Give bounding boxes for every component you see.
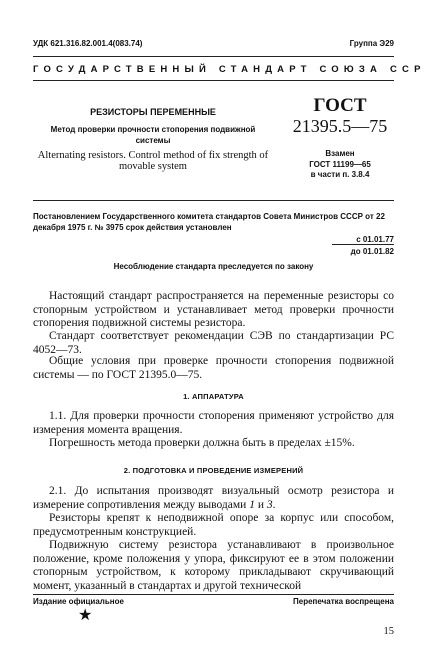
state-standard-banner: ГОСУДАРСТВЕННЫЙ СТАНДАРТ СОЮЗА ССР bbox=[33, 64, 426, 75]
document-title-ru: РЕЗИСТОРЫ ПЕРЕМЕННЫЕ bbox=[90, 107, 216, 117]
gost-label: ГОСТ bbox=[313, 95, 367, 116]
replace-standard: ГОСТ 11199—65 bbox=[309, 159, 371, 169]
replacement-note bbox=[285, 149, 395, 181]
document-title-en: Alternating resistors. Control method of fix strength of movable system bbox=[37, 150, 269, 172]
clause-2-1-mounting: Резисторы крепят к неподвижной опоре за корпус или способом, предусмотренным конструкцией. bbox=[33, 512, 394, 538]
banner-rule bbox=[33, 80, 394, 81]
section-1-heading: 1. АППАРАТУРА bbox=[183, 392, 244, 401]
intro-paragraph-scope: Настоящий стандарт распространяется на переменные резисторы со стопорным устройством и устанавливает метод проверки прочности стопорения подвижной системы резистора. bbox=[33, 290, 394, 330]
decree-text: Постановлением Государственного комитета стандартов Совета Министров СССР от 22 декабря 1975 г. № 3975 срок действия установлен bbox=[33, 212, 385, 232]
effective-to: до 01.01.82 bbox=[350, 247, 394, 256]
terminal-3: 3 bbox=[266, 498, 273, 511]
clause-1-1-error: Погрешность метода проверки должна быть в пределах ±15%. bbox=[49, 437, 355, 449]
intro-paragraph-recommendation: Стандарт соответствует рекомендации СЭВ по стандартизации РС 4052—73. bbox=[33, 330, 394, 356]
section-2-heading: 2. ПОДГОТОВКА И ПРОВЕДЕНИЕ ИЗМЕРЕНИЙ bbox=[123, 466, 304, 475]
reprint-prohibited: Перепечатка воспрещена bbox=[293, 597, 394, 606]
terminal-1: 1 bbox=[249, 498, 255, 511]
legal-notice: Несоблюдение стандарта преследуется по закону bbox=[113, 262, 314, 271]
top-rule bbox=[33, 56, 394, 57]
date-divider bbox=[332, 244, 394, 245]
group-code: Группа Э29 bbox=[349, 39, 394, 48]
star-icon: ★ bbox=[78, 607, 93, 624]
footer-rule bbox=[33, 594, 394, 595]
udk-code: УДК 621.316.82.001.4(083.74) bbox=[33, 39, 143, 48]
effective-from: с 01.01.77 bbox=[356, 235, 394, 244]
official-edition: Издание официальное bbox=[33, 597, 124, 606]
decree-rule bbox=[33, 200, 394, 201]
intro-paragraph-general: Общие условия при проверке прочности стопорения подвижной системы — по ГОСТ 21395.0—75. bbox=[33, 355, 394, 381]
clause-1-1: 1.1. Для проверки прочности стопорения применяют устройство для измерения момента вращения. bbox=[33, 410, 394, 436]
document-subtitle-ru: Метод проверки прочности стопорения подвижной системы bbox=[50, 125, 256, 145]
clause-2-1: 2.1. До испытания производят визуальный осмотр резистора и измерение сопротивления между выводами 1 и 3. bbox=[33, 485, 394, 511]
replace-label: Взамен bbox=[325, 149, 355, 158]
page-number: 15 bbox=[383, 626, 394, 637]
clause-2-1-moving-system: Подвижную систему резистора устанавливают в произвольное положение, кроме положения у упора, фиксируют ее в этом положении стопорным устройством, к которому прикладывают скручивающий момент, указанный в стандартах и другой технической bbox=[33, 539, 394, 592]
replace-part: в части п. 3.8.4 bbox=[310, 170, 370, 179]
gost-number: 21395.5—75 bbox=[292, 116, 388, 136]
